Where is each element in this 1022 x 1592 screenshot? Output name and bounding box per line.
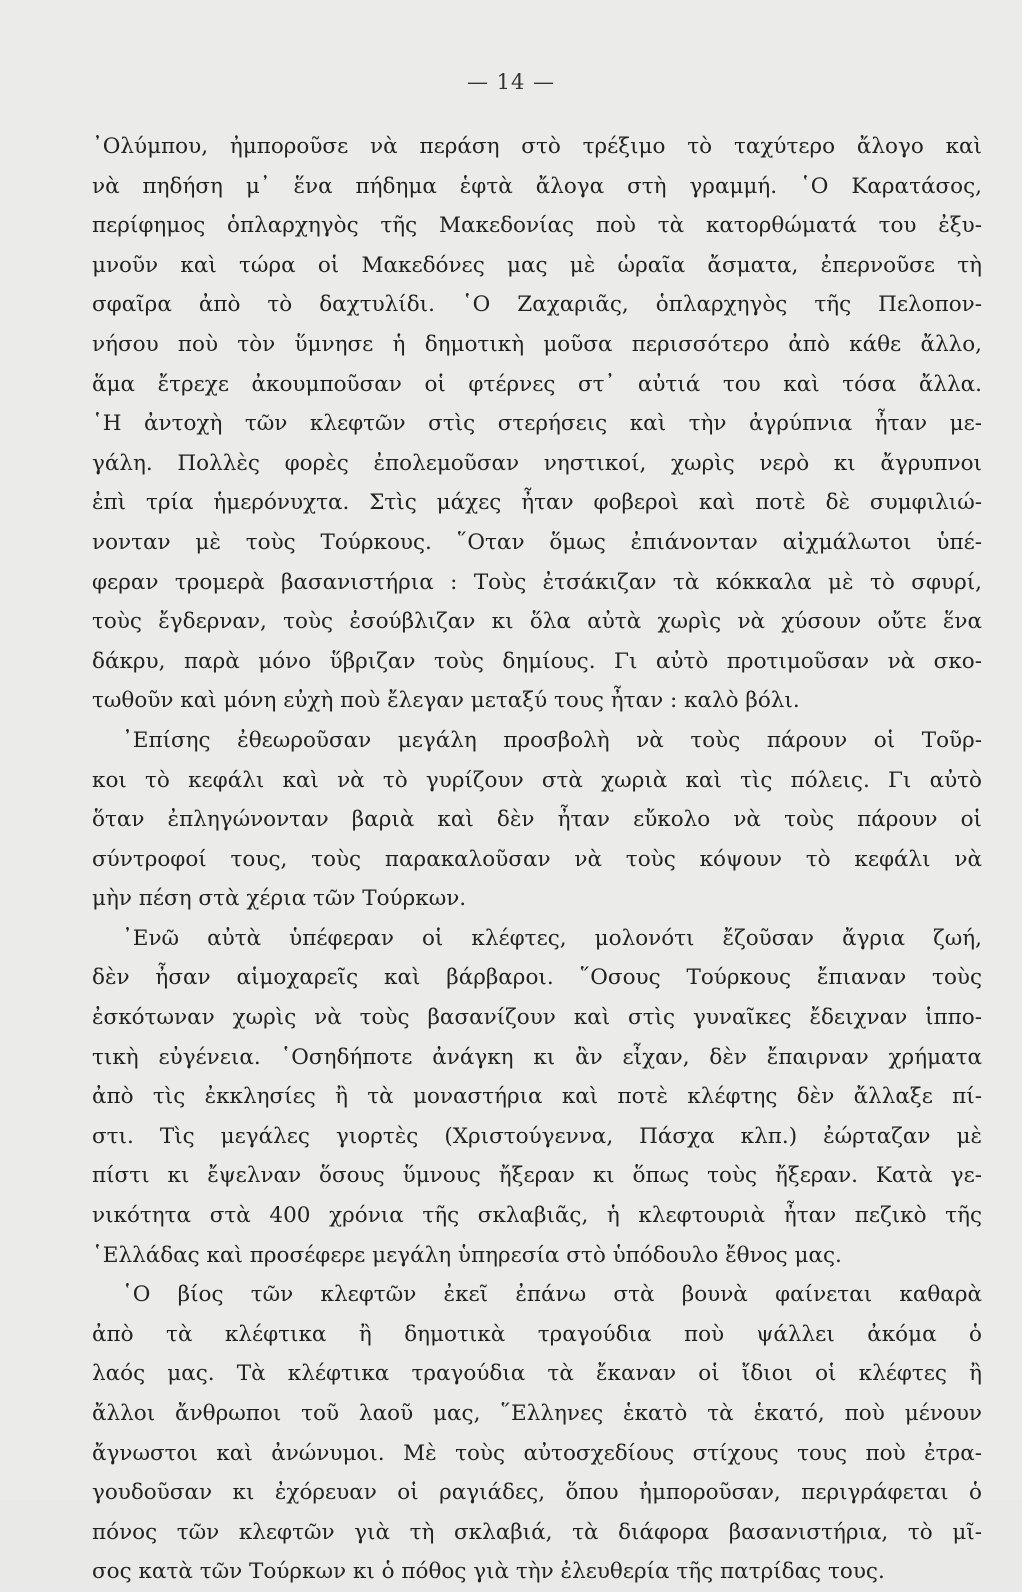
text-line: ἄλλοι ἄνθρωποι τοῦ λαοῦ μας, ῞Ελληνες ἑκατὸ τὰ ἑκατό, ποὺ μένουν	[92, 1401, 982, 1426]
text-line: ἐσκότωναν χωρὶς νὰ τοὺς βασανίζουν καὶ στὶς γυναῖκες ἔδειχναν ἱππο-	[92, 1005, 982, 1031]
text-line: γάλη. Πολλὲς φορὲς ἐπολεμοῦσαν νηστικοί, χωρὶς νερὸ κι ἄγρυπνοι	[92, 450, 982, 476]
page-number: — 14 —	[466, 70, 556, 94]
body-text	[92, 127, 982, 1592]
text-line: δάκρυ, παρὰ μόνο ὕβριζαν τοὺς δημίους. Γι αὐτὸ προτιμοῦσαν νὰ σκο-	[92, 648, 982, 674]
text-line: τωθοῦν καὶ μόνη εὐχὴ ποὺ ἔλεγαν μεταξύ τους ἦταν : καλὸ βόλι.	[92, 688, 800, 714]
text-line: σφαῖρα ἀπὸ τὸ δαχτυλίδι. ῾Ο Ζαχαριᾶς, ὁπλαρχηγὸς τῆς Πελοπον-	[92, 292, 982, 318]
text-line: νὰ πηδήση μ᾿ ἕνα πήδημα ἑφτὰ ἄλογα στὴ γραμμή. ῾Ο Καρατάσος,	[92, 173, 982, 199]
text-line: ἀπὸ τὰ κλέφτικα ἢ δημοτικὰ τραγούδια ποὺ ψάλλει ἀκόμα ὁ	[92, 1321, 982, 1347]
text-line: ἅμα ἔτρεχε ἀκουμποῦσαν οἱ φτέρνες στ᾿ αὐτιά του καὶ τόσα ἄλλα.	[92, 371, 982, 397]
text-line: περίφημος ὁπλαρχηγὸς τῆς Μακεδονίας ποὺ τὰ κατορθώματά του ἐξυ-	[92, 213, 982, 239]
text-line: μνοῦν καὶ τώρα οἱ Μακεδόνες μας μὲ ὡραῖα ἄσματα, ἐπερνοῦσε τὴ	[92, 252, 982, 278]
text-line: τοὺς ἔγδερναν, τοὺς ἐσούβλιζαν κι ὅλα αὐτὰ χωρὶς νὰ χύσουν οὔτε ἕνα	[92, 609, 982, 635]
text-line: ῾Ελλάδας καὶ προσέφερε μεγάλη ὑπηρεσία στὸ ὑπόδουλο ἔθνος μας.	[92, 1242, 842, 1268]
text-line: ῾Ο βίος τῶν κλεφτῶν ἐκεῖ ἐπάνω στὰ βουνὰ φαίνεται καθαρὰ	[122, 1282, 982, 1308]
text-line: ὅταν ἐπληγώνονταν βαριὰ καὶ δὲν ἦταν εὔκολο νὰ τοὺς πάρουν οἱ	[92, 807, 982, 833]
text-line: νικότητα στὰ 400 χρόνια τῆς σκλαβιᾶς, ἡ κλεφτουριὰ ἦταν πεζικὸ τῆς	[92, 1203, 982, 1229]
text-line: ἀπὸ τὶς ἐκκλησίες ἢ τὰ μοναστήρια καὶ ποτὲ κλέφτης δὲν ἄλλαξε πί-	[92, 1084, 982, 1110]
text-line: πόνος τῶν κλεφτῶν γιὰ τὴ σκλαβιά, τὰ διάφορα βασανιστήρια, τὸ μῖ-	[92, 1519, 982, 1545]
text-line: ῾Η ἀντοχὴ τῶν κλεφτῶν στὶς στερήσεις καὶ τὴν ἀγρύπνια ἦταν με-	[92, 411, 982, 437]
text-line: λαός μας. Τὰ κλέφτικα τραγούδια τὰ ἔκαναν οἱ ἴδιοι οἱ κλέφτες ἢ	[92, 1361, 982, 1387]
text-line: ᾿Ενῶ αὐτὰ ὑπέφεραν οἱ κλέφτες, μολονότι ἔζοῦσαν ἄγρια ζωή,	[122, 925, 982, 951]
text-line: φεραν τρομερὰ βασανιστήρια : Τοὺς ἐτσάκιζαν τὰ κόκκαλα μὲ τὸ σφυρί,	[92, 569, 982, 595]
text-line: ἄγνωστοι καὶ ἀνώνυμοι. Μὲ τοὺς αὐτοσχεδίους στίχους τους ποὺ ἐτρα-	[92, 1440, 982, 1466]
text-line: πίστι κι ἔψελναν ὅσους ὕμνους ἤξεραν κι ὅπως τοὺς ἤξεραν. Κατὰ γε-	[92, 1163, 982, 1189]
text-line: μὴν πέση στὰ χέρια τῶν Τούρκων.	[92, 886, 467, 912]
text-line: ᾿Ολύμπου, ἠμποροῦσε νὰ περάση στὸ τρέξιμο τὸ ταχύτερο ἄλογο καὶ	[92, 134, 982, 159]
text-line: ᾿Επίσης ἐθεωροῦσαν μεγάλη προσβολὴ νὰ τοὺς πάρουν οἱ Τοῦρ-	[122, 727, 982, 753]
text-line: νονταν μὲ τοὺς Τούρκους. ῞Οταν ὅμως ἐπιάνονταν αἰχμάλωτοι ὑπέ-	[92, 529, 982, 555]
text-line: τικὴ εὐγένεια. ῾Οσηδήποτε ἀνάγκη κι ἂν εἶχαν, δὲν ἔπαιρναν χρήματα	[92, 1044, 982, 1070]
text-line: δὲν ἦσαν αἱμοχαρεῖς καὶ βάρβαροι. ῞Οσους Τούρκους ἔπιαναν τοὺς	[92, 965, 982, 991]
text-line: σύντροφοί τους, τοὺς παρακαλοῦσαν νὰ τοὺς κόψουν τὸ κεφάλι νὰ	[92, 846, 982, 872]
text-line: γουδοῦσαν κι ἐχόρευαν οἱ ραγιάδες, ὅπου ἠμποροῦσαν, περιγράφεται ὁ	[92, 1480, 982, 1506]
text-line: νήσου ποὺ τὸν ὕμνησε ἡ δημοτικὴ μοῦσα περισσότερο ἀπὸ κάθε ἄλλο,	[92, 331, 982, 357]
text-line: στι. Τὶς μεγάλες γιορτὲς (Χριστούγεννα, Πάσχα κλπ.) ἐώρταζαν μὲ	[92, 1123, 982, 1149]
text-line: σος κατὰ τῶν Τούρκων κι ὁ πόθος γιὰ τὴν ἐλευθερία τῆς πατρίδας τους.	[92, 1559, 885, 1585]
text-line: κοι τὸ κεφάλι καὶ νὰ τὸ γυρίζουν στὰ χωριὰ καὶ τὶς πόλεις. Γι αὐτὸ	[92, 767, 982, 793]
text-line: ἐπὶ τρία ἡμερόνυχτα. Στὶς μάχες ἦταν φοβεροὶ καὶ ποτὲ δὲ συμφιλιώ-	[92, 490, 982, 516]
